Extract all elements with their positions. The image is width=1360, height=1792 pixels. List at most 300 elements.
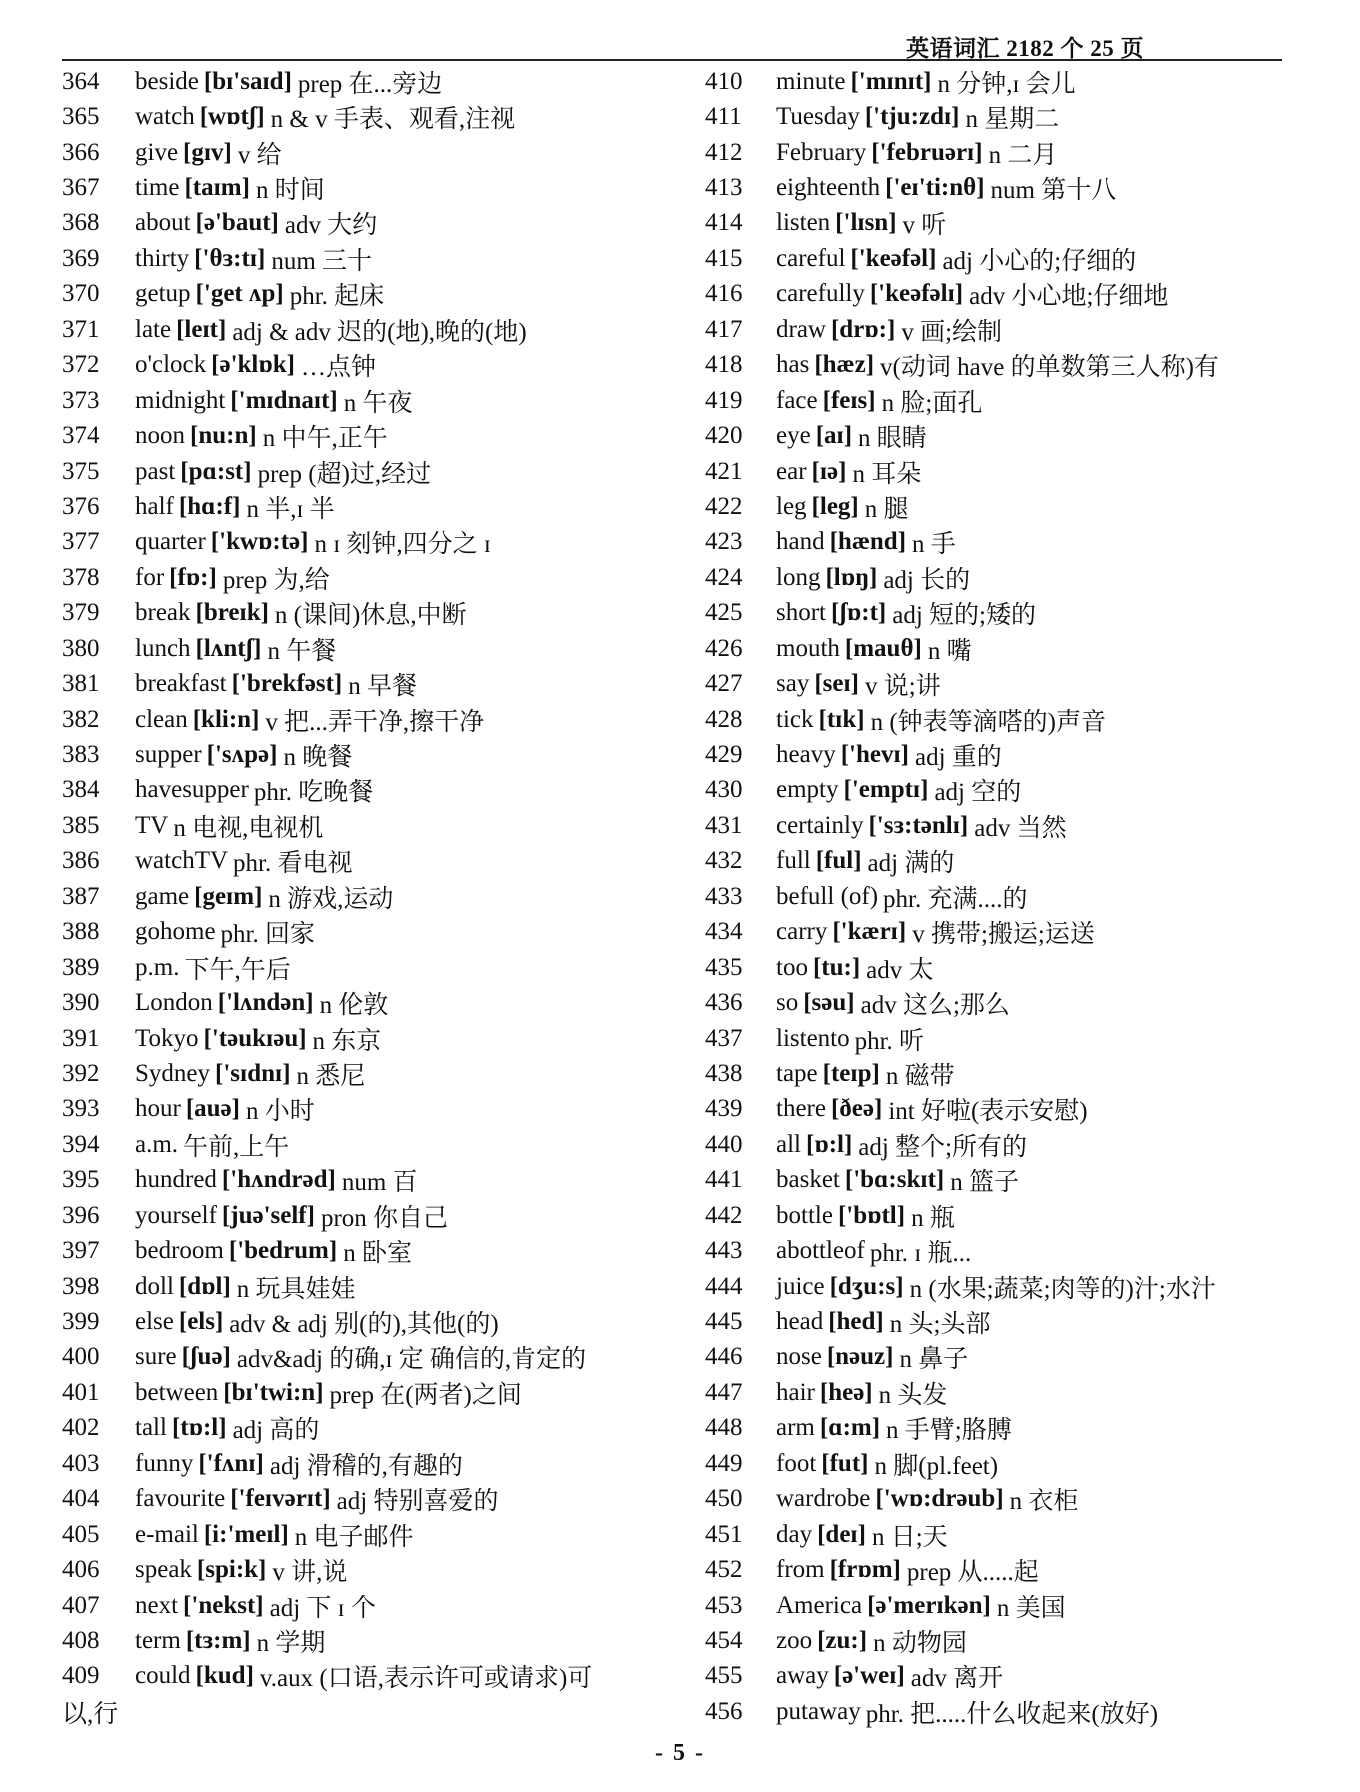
vocab-entry — [62, 844, 702, 879]
entry-definition: n 头;头部 — [889, 1311, 991, 1339]
entry-word: day — [776, 1520, 813, 1548]
vocab-entry — [62, 915, 702, 950]
entry-word: tape — [776, 1059, 818, 1087]
vocab-entry — [702, 950, 1314, 985]
entry-phonetic: ['lʌndən] — [217, 989, 314, 1017]
entry-number: 456 — [705, 1697, 743, 1725]
entry-number: 397 — [62, 1237, 100, 1265]
entry-word: yourself — [135, 1201, 217, 1229]
entry-number: 381 — [62, 670, 100, 698]
entry-number: 410 — [705, 67, 743, 95]
entry-word: quarter — [135, 528, 206, 556]
entry-phonetic: [ə'weɪ] — [833, 1662, 905, 1690]
entry-phonetic: ['təukɪəu] — [203, 1024, 307, 1052]
vocab-entry — [702, 808, 1314, 843]
entry-word: Tokyo — [135, 1024, 199, 1052]
entry-number: 407 — [62, 1591, 100, 1619]
entry-number: 409 — [62, 1662, 100, 1690]
vocab-entry — [702, 1340, 1314, 1375]
entry-number: 370 — [62, 280, 100, 308]
entry-definition-continuation: 以,行 — [62, 1700, 119, 1728]
entry-phonetic: [fɒ:] — [169, 563, 217, 591]
entry-number: 414 — [705, 209, 743, 237]
entry-phonetic: ['feɪvərɪt] — [230, 1485, 331, 1513]
entry-number: 404 — [62, 1485, 100, 1513]
entry-phonetic: [tɜ:m] — [185, 1626, 251, 1654]
entry-definition: v.aux (口语,表示许可或请求)可 — [259, 1665, 593, 1693]
entry-definition: n 小时 — [245, 1098, 315, 1126]
entry-number: 387 — [62, 882, 100, 910]
vocab-entry — [62, 666, 702, 701]
entry-number: 400 — [62, 1343, 100, 1371]
entry-word: say — [776, 670, 810, 698]
entry-number: 376 — [62, 492, 100, 520]
entry-definition: n 头发 — [878, 1381, 948, 1409]
vocab-entry — [702, 135, 1314, 170]
entry-phonetic: ['keəfəlɪ] — [869, 280, 964, 308]
entry-number: 373 — [62, 386, 100, 414]
entry-word: next — [135, 1591, 179, 1619]
entry-phonetic: [fut] — [821, 1449, 869, 1477]
entry-definition: n (水果;蔬菜;肉等的)汁;水汁 — [909, 1275, 1216, 1303]
entry-definition: n 分钟,ɪ 会儿 — [937, 70, 1076, 98]
entry-definition: 下午,午后 — [184, 956, 291, 984]
entry-word: clean — [135, 705, 188, 733]
vocab-entry — [702, 666, 1314, 701]
entry-word: noon — [135, 422, 185, 450]
entry-definition: adj 整个;所有的 — [858, 1133, 1028, 1161]
entry-word: watch — [135, 103, 195, 131]
entry-definition: prep (超)过,经过 — [257, 460, 432, 488]
entry-phonetic: ['tju:zdɪ] — [864, 103, 960, 131]
vocab-entry — [702, 1482, 1314, 1517]
entry-word: juice — [776, 1272, 825, 1300]
entry-phonetic: [tɒ:l] — [171, 1414, 227, 1442]
entry-definition: n 卧室 — [343, 1240, 412, 1268]
entry-number: 392 — [62, 1059, 100, 1087]
entry-phonetic: [seɪ] — [814, 670, 859, 698]
entry-definition: adv & adj 别(的),其他(的) — [229, 1311, 499, 1339]
entry-phonetic: [ə'merɪkən] — [867, 1591, 991, 1619]
entry-number: 393 — [62, 1095, 100, 1123]
vocab-entry — [702, 241, 1314, 276]
entry-definition: n 星期二 — [965, 106, 1060, 134]
entry-number: 399 — [62, 1308, 100, 1336]
entry-definition: adj 滑稽的,有趣的 — [269, 1452, 463, 1480]
entry-definition: n 中午,正午 — [262, 425, 388, 453]
entry-number: 402 — [62, 1414, 100, 1442]
vocab-entry — [702, 1375, 1314, 1410]
entry-definition: n 鼻子 — [899, 1346, 969, 1374]
entry-phonetic: [ɒ:l] — [806, 1130, 853, 1158]
entry-definition: phr. 看电视 — [233, 850, 353, 878]
entry-definition: adj 重的 — [915, 744, 1002, 772]
entry-definition: n 晚餐 — [283, 744, 353, 772]
entry-number: 416 — [705, 280, 743, 308]
entry-word: late — [135, 315, 172, 343]
entry-definition: n 手臂;胳膊 — [886, 1417, 1012, 1445]
entry-number: 444 — [705, 1272, 743, 1300]
vocab-entry — [62, 454, 702, 489]
entry-number: 388 — [62, 918, 100, 946]
entry-number: 390 — [62, 989, 100, 1017]
entry-phonetic: [hɑ:f] — [178, 492, 241, 520]
entry-word: February — [776, 138, 867, 166]
vocab-entry — [702, 99, 1314, 134]
entry-phonetic: [ful] — [815, 847, 862, 875]
entry-word: abottleof — [776, 1237, 865, 1265]
entry-number: 391 — [62, 1024, 100, 1052]
entry-phonetic: ['hevɪ] — [840, 741, 909, 769]
entry-phonetic: ['lɪsn] — [835, 209, 897, 237]
entry-definition: num 百 — [341, 1169, 418, 1197]
entry-number: 379 — [62, 599, 100, 627]
entry-number: 374 — [62, 422, 100, 450]
vocab-entry — [702, 1163, 1314, 1198]
entry-number: 403 — [62, 1449, 100, 1477]
entry-definition: n 衣柜 — [1009, 1488, 1079, 1516]
entry-word: all — [776, 1130, 801, 1158]
entry-word: so — [776, 989, 799, 1017]
entry-phonetic: [juə'self] — [221, 1201, 315, 1229]
vocab-entry — [62, 241, 702, 276]
entry-word: from — [776, 1556, 825, 1584]
entry-word: beside — [135, 67, 199, 95]
entry-word: eye — [776, 422, 811, 450]
entry-number: 447 — [705, 1378, 743, 1406]
vocab-entry — [702, 560, 1314, 595]
entry-number: 426 — [705, 634, 743, 662]
entry-word: Sydney — [135, 1059, 210, 1087]
entry-number: 412 — [705, 138, 743, 166]
entry-number: 423 — [705, 528, 743, 556]
entry-phonetic: [drɒ:] — [830, 315, 896, 343]
entry-definition: n 日;天 — [871, 1523, 948, 1551]
entry-definition: n 玩具娃娃 — [236, 1275, 356, 1303]
entry-definition: adv 小心地;仔细地 — [969, 283, 1169, 311]
entry-word: foot — [776, 1449, 817, 1477]
entry-number: 384 — [62, 776, 100, 804]
entry-number: 394 — [62, 1130, 100, 1158]
entry-number: 396 — [62, 1201, 100, 1229]
entry-definition: adj 特别喜爱的 — [336, 1488, 499, 1516]
entry-definition: phr. 充满....的 — [883, 885, 1028, 913]
vocab-entry — [62, 1056, 702, 1091]
entry-definition: prep 在(两者)之间 — [329, 1381, 522, 1409]
vocab-entry — [702, 64, 1314, 99]
entry-word: America — [776, 1591, 863, 1619]
entry-definition: n 眼睛 — [858, 425, 927, 453]
entry-number: 450 — [705, 1485, 743, 1513]
vocab-entry — [702, 915, 1314, 950]
vocab-entry — [702, 1588, 1314, 1623]
vocab-entry — [62, 879, 702, 914]
vocab-entry — [702, 1446, 1314, 1481]
entry-number: 443 — [705, 1237, 743, 1265]
vocab-entry — [702, 1198, 1314, 1233]
entry-phonetic: [leɪt] — [176, 315, 227, 343]
entry-definition: n 游戏,运动 — [268, 885, 394, 913]
entry-definition: adj 短的;矮的 — [892, 602, 1036, 630]
vocab-entry — [702, 844, 1314, 879]
entry-definition: v 画;绘制 — [901, 318, 1003, 346]
entry-number: 445 — [705, 1308, 743, 1336]
entry-phonetic: [hænd] — [829, 528, 907, 556]
entry-definition: int 好啦(表示安慰) — [888, 1098, 1088, 1126]
vocab-entry — [702, 985, 1314, 1020]
entry-number: 369 — [62, 244, 100, 272]
entry-number: 408 — [62, 1626, 100, 1654]
entry-word: could — [135, 1662, 191, 1690]
entry-word: e-mail — [135, 1520, 199, 1548]
entry-definition: adj 空的 — [934, 779, 1022, 807]
entry-definition: n 动物园 — [873, 1629, 967, 1657]
entry-number: 435 — [705, 953, 743, 981]
vocab-entry — [62, 1446, 702, 1481]
entry-phonetic: ['kwɒ:tə] — [210, 528, 309, 556]
vocab-entry — [702, 418, 1314, 453]
entry-number: 455 — [705, 1662, 743, 1690]
entry-phonetic: [tu:] — [812, 953, 861, 981]
entry-definition: n 美国 — [996, 1594, 1066, 1622]
entry-definition: adv 当然 — [974, 814, 1067, 842]
entry-word: hair — [776, 1378, 815, 1406]
entry-definition: n 手 — [912, 531, 956, 559]
entry-word: doll — [135, 1272, 174, 1300]
entry-phonetic: ['sɜ:tənlɪ] — [868, 811, 969, 839]
entry-phonetic: [teɪp] — [822, 1059, 880, 1087]
entry-number: 368 — [62, 209, 100, 237]
entry-phonetic: [mauθ] — [844, 634, 922, 662]
entry-phonetic: [tɪk] — [818, 705, 865, 733]
vocab-entry — [62, 808, 702, 843]
entry-definition: n 嘴 — [927, 637, 972, 665]
entry-definition: v 给 — [237, 141, 282, 169]
entry-phonetic: [bɪ'saɪd] — [203, 67, 292, 95]
entry-number: 454 — [705, 1626, 743, 1654]
entry-word: sure — [135, 1343, 177, 1371]
entry-word: draw — [776, 315, 826, 343]
entry-number: 429 — [705, 741, 743, 769]
entry-phonetic: ['keəfəl] — [850, 244, 937, 272]
entry-definition: n (钟表等滴嗒的)声音 — [870, 708, 1106, 736]
entry-definition: …点钟 — [300, 354, 376, 382]
entry-number: 452 — [705, 1556, 743, 1584]
entry-phonetic: [dɒl] — [178, 1272, 231, 1300]
entry-definition: n 电子邮件 — [294, 1523, 414, 1551]
entry-phonetic: [aɪ] — [815, 422, 853, 450]
entry-word: break — [135, 599, 191, 627]
entry-number: 385 — [62, 811, 100, 839]
entry-definition: prep 从.....起 — [906, 1559, 1039, 1587]
entry-word: give — [135, 138, 179, 166]
entry-definition: n 二月 — [988, 141, 1058, 169]
entry-number: 448 — [705, 1414, 743, 1442]
entry-phonetic: [frɒm] — [829, 1556, 901, 1584]
entry-definition: num 三十 — [271, 247, 373, 275]
entry-phonetic: [hed] — [828, 1308, 884, 1336]
entry-number: 441 — [705, 1166, 743, 1194]
vocab-entry — [62, 1127, 702, 1162]
vocab-entry — [62, 1198, 702, 1233]
entry-phonetic: [leg] — [811, 492, 859, 520]
entry-word: leg — [776, 492, 807, 520]
entry-number: 433 — [705, 882, 743, 910]
vocab-entry — [62, 702, 702, 737]
vocab-entry — [702, 489, 1314, 524]
entry-definition: 午前,上午 — [183, 1133, 290, 1161]
entry-phonetic: ['sʌpə] — [206, 741, 278, 769]
entry-definition: n 耳朵 — [852, 460, 922, 488]
entry-word: tall — [135, 1414, 167, 1442]
vocab-entry — [702, 1269, 1314, 1304]
entry-word: face — [776, 386, 818, 414]
vocab-entry — [62, 206, 702, 241]
entry-phonetic: [spi:k] — [196, 1556, 267, 1584]
entry-number: 371 — [62, 315, 100, 343]
entry-definition: n ɪ 刻钟,四分之 ɪ — [314, 531, 491, 559]
entry-definition: phr. 听 — [854, 1027, 925, 1055]
entry-number: 425 — [705, 599, 743, 627]
entry-phonetic: [ɑ:m] — [819, 1414, 881, 1442]
entry-definition: n 午餐 — [267, 637, 337, 665]
entry-word: about — [135, 209, 191, 237]
entry-phonetic: [ʃuə] — [181, 1343, 231, 1371]
entry-phonetic: [ə'klɒk] — [211, 351, 295, 379]
entry-word: careful — [776, 244, 846, 272]
vocab-entry — [62, 312, 702, 347]
vocab-entry — [702, 206, 1314, 241]
vocab-entry — [702, 773, 1314, 808]
vocab-entry — [62, 99, 702, 134]
vocab-entry — [62, 1092, 702, 1127]
entry-definition: n 早餐 — [348, 673, 418, 701]
entry-phonetic: [els] — [178, 1308, 224, 1336]
entry-number: 449 — [705, 1449, 743, 1477]
entry-word: hour — [135, 1095, 181, 1123]
entry-word: hand — [776, 528, 825, 556]
entry-number: 367 — [62, 174, 100, 202]
entry-definition: adj 长的 — [883, 566, 971, 594]
entry-number: 421 — [705, 457, 743, 485]
entry-word: away — [776, 1662, 829, 1690]
vocab-entry — [62, 135, 702, 170]
entry-phonetic: [zu:] — [817, 1626, 868, 1654]
entry-definition: phr. 回家 — [220, 921, 315, 949]
entry-word: time — [135, 174, 180, 202]
entry-definition: adj 下 ɪ 个 — [269, 1594, 376, 1622]
vocab-entry — [62, 1588, 702, 1623]
entry-phonetic: [ʃɒ:t] — [831, 599, 887, 627]
entry-word: breakfast — [135, 670, 227, 698]
vocab-entry — [702, 702, 1314, 737]
entry-number: 366 — [62, 138, 100, 166]
entry-definition: phr. 起床 — [289, 283, 385, 311]
page-header: 英语词汇 2182 个 25 页 — [906, 36, 1144, 61]
entry-definition: n 东京 — [312, 1027, 382, 1055]
entry-number: 419 — [705, 386, 743, 414]
entry-word: watchTV — [135, 847, 229, 875]
entry-number: 386 — [62, 847, 100, 875]
entry-number: 438 — [705, 1059, 743, 1087]
entry-definition: n 学期 — [256, 1629, 326, 1657]
entry-definition: adv 离开 — [910, 1665, 1004, 1693]
entry-word: midnight — [135, 386, 226, 414]
entry-word: carry — [776, 918, 828, 946]
entry-phonetic: [nəuz] — [826, 1343, 894, 1371]
entry-phonetic: [ðeə] — [830, 1095, 883, 1123]
vocab-entry — [62, 418, 702, 453]
entry-number: 389 — [62, 953, 100, 981]
entry-number: 375 — [62, 457, 100, 485]
vocab-entry — [62, 64, 702, 99]
entry-number: 413 — [705, 174, 743, 202]
entry-number: 446 — [705, 1343, 743, 1371]
vocab-entry — [702, 1056, 1314, 1091]
entry-word: speak — [135, 1556, 192, 1584]
entry-phonetic: [hæz] — [814, 351, 875, 379]
entry-word: listento — [776, 1024, 850, 1052]
vocab-entry — [62, 985, 702, 1020]
vocab-entry — [702, 1127, 1314, 1162]
entry-word: favourite — [135, 1485, 226, 1513]
entry-definition: n 瓶 — [911, 1204, 955, 1232]
vocab-entry — [702, 596, 1314, 631]
entry-number: 420 — [705, 422, 743, 450]
entry-word: game — [135, 882, 190, 910]
entry-number: 382 — [62, 705, 100, 733]
entry-number: 424 — [705, 563, 743, 591]
entry-word: basket — [776, 1166, 840, 1194]
entry-word: funny — [135, 1449, 194, 1477]
entry-definition: v 说;讲 — [865, 673, 941, 701]
entry-word: too — [776, 953, 808, 981]
vocab-entry — [62, 1659, 702, 1694]
entry-phonetic: [i:'meɪl] — [203, 1520, 289, 1548]
entry-phonetic: [dʒu:s] — [829, 1272, 904, 1300]
entry-definition: n 午夜 — [343, 389, 413, 417]
entry-phonetic: ['nekst] — [183, 1591, 264, 1619]
right-column — [702, 64, 1314, 1730]
entry-word: supper — [135, 741, 202, 769]
entry-word: eighteenth — [776, 174, 881, 202]
entry-phonetic: [taɪm] — [184, 174, 250, 202]
entry-phonetic: ['bɑ:skɪt] — [844, 1166, 945, 1194]
entry-word: else — [135, 1308, 174, 1336]
entry-number: 398 — [62, 1272, 100, 1300]
vocab-entry — [702, 525, 1314, 560]
entry-definition: phr. ɪ 瓶... — [869, 1240, 972, 1268]
entry-word: havesupper — [135, 776, 249, 804]
entry-word: long — [776, 563, 821, 591]
vocab-entry — [702, 1411, 1314, 1446]
entry-number: 436 — [705, 989, 743, 1017]
vocab-entry — [62, 1269, 702, 1304]
entry-word: short — [776, 599, 826, 627]
vocab-entry — [62, 1411, 702, 1446]
entry-phonetic: ['kærɪ] — [832, 918, 907, 946]
entry-number: 434 — [705, 918, 743, 946]
page-number: - 5 - — [655, 1740, 705, 1766]
entry-word: befull (of) — [776, 882, 879, 910]
entry-definition: prep 为,给 — [222, 566, 330, 594]
entry-number: 411 — [705, 103, 742, 131]
entry-word: carefully — [776, 280, 865, 308]
entry-number: 440 — [705, 1130, 743, 1158]
entry-word: a.m. — [135, 1130, 179, 1158]
vocab-entry — [62, 1517, 702, 1552]
entry-phonetic: ['bedrum] — [228, 1237, 338, 1265]
